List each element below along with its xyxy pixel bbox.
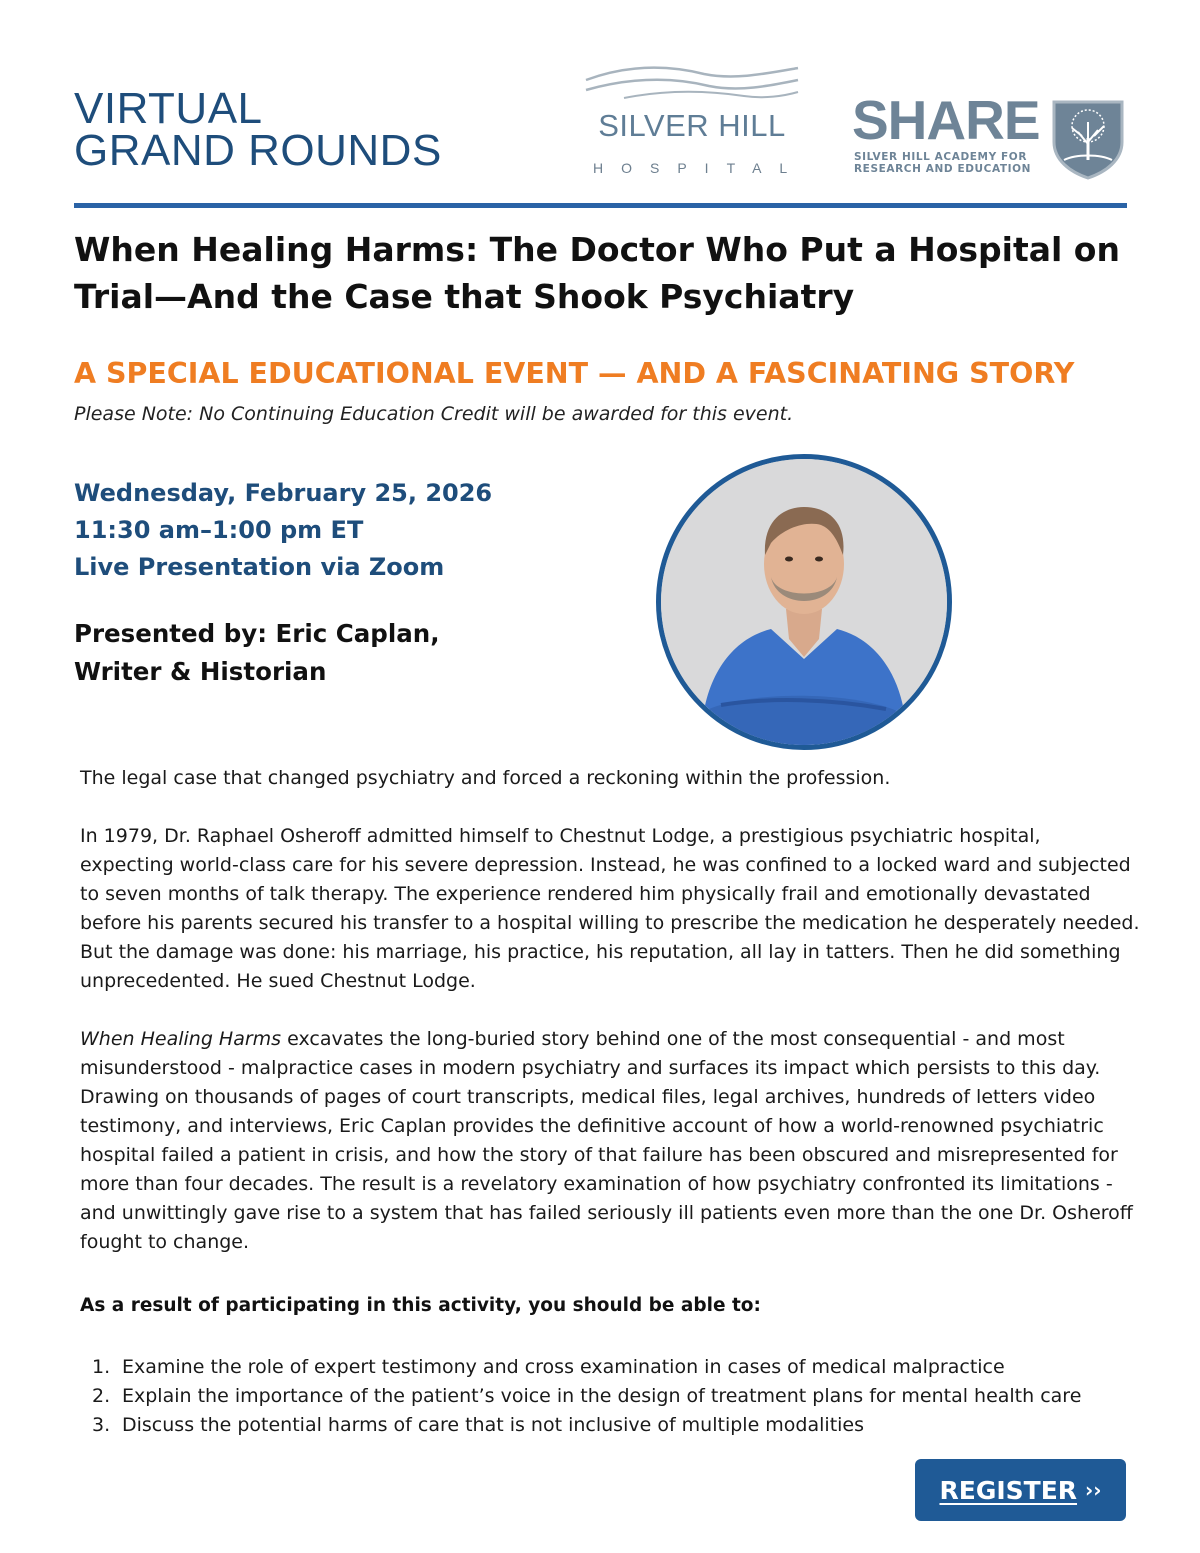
header-divider xyxy=(74,203,1127,208)
book-title: When Healing Harms xyxy=(80,1028,282,1050)
hospital-subtitle: HOSPITAL xyxy=(593,160,806,176)
list-item xyxy=(92,1411,1081,1440)
list-item-number: 2. xyxy=(92,1385,111,1407)
hills-icon xyxy=(584,60,804,110)
event-format: Live Presentation via Zoom xyxy=(74,553,445,581)
objectives-list xyxy=(92,1353,1081,1440)
presenter-role: Writer & Historian xyxy=(74,657,327,686)
credit-note: Please Note: No Continuing Education Credit will be awarded for this event. xyxy=(74,403,794,425)
description-paragraph-3-text: excavates the long-buried story behind one of the most consequential - and most misunderstood - malpractice cases in modern psychiatry and surfaces its impact which persists to this day. Drawing on thousands of pages of court transcripts, medical files, legal archives, hundreds of letters video testimony, and interviews, Eric Caplan provides the definitive account of how a world-renowned psychiatric hospital failed a patient in crisis, and how the story of that failure has been obscured and misrepresented for more than four decades. The result is a revelatory examination of how psychiatry confronted its limitations - and unwittingly gave rise to a system that has failed seriously ill patients even more than the one Dr. Osheroff fought to change. xyxy=(80,1028,1133,1253)
series-title xyxy=(74,84,442,175)
share-logo xyxy=(852,89,1132,180)
event-subtitle: A SPECIAL EDUCATIONAL EVENT — AND A FASCINATING STORY xyxy=(74,357,1075,390)
presenter-name: Presented by: Eric Caplan, xyxy=(74,619,440,648)
tree-shield-icon xyxy=(1050,98,1126,180)
list-item-number: 3. xyxy=(92,1414,111,1436)
share-tagline-line2: RESEARCH AND EDUCATION xyxy=(854,163,1032,175)
hospital-name: SILVER HILL xyxy=(598,108,786,143)
register-label: REGISTER xyxy=(939,1475,1078,1505)
series-title-line2: GRAND ROUNDS xyxy=(74,126,442,175)
silver-hill-hospital-logo xyxy=(584,60,804,180)
event-description xyxy=(80,764,1140,1286)
list-item xyxy=(92,1382,1081,1411)
event-details xyxy=(74,475,492,586)
presenter-photo xyxy=(656,454,952,750)
list-item xyxy=(92,1353,1081,1382)
list-item-text: Examine the role of expert testimony and cross examination in cases of medical malpractice xyxy=(122,1356,1005,1378)
presenter-info xyxy=(74,615,440,691)
share-tagline-line1: SILVER HILL ACADEMY FOR xyxy=(854,151,1028,163)
objectives-heading: As a result of participating in this activity, you should be able to: xyxy=(80,1295,761,1316)
list-item-number: 1. xyxy=(92,1356,111,1378)
description-paragraph-2: In 1979, Dr. Raphael Osheroff admitted himself to Chestnut Lodge, a prestigious psychiatric hospital, expecting world-class care for his severe depression. Instead, he was confined to a locked ward and subjected to seven months of talk therapy. The experience rendered him physically frail and emotionally devastated before his parents secured his transfer to a hospital willing to prescribe the medication he desperately needed. But the damage was done: his marriage, his practice, his reputation, all lay in tatters. Then he did something unprecedented. He sued Chestnut Lodge. xyxy=(80,825,1140,992)
chevron-right-icon: ›› xyxy=(1085,1478,1102,1502)
series-title-line1: VIRTUAL xyxy=(74,84,263,133)
list-item-text: Explain the importance of the patient’s voice in the design of treatment plans for mental health care xyxy=(122,1385,1082,1407)
list-item-text: Discuss the potential harms of care that is not inclusive of multiple modalities xyxy=(122,1414,865,1436)
share-wordmark: SHARE xyxy=(852,89,1040,151)
event-title: When Healing Harms: The Doctor Who Put a Hospital on Trial—And the Case that Shook Psychiatry xyxy=(74,230,1120,316)
event-time: 11:30 am–1:00 pm ET xyxy=(74,516,364,544)
register-button[interactable] xyxy=(915,1459,1126,1521)
description-lead: The legal case that changed psychiatry and forced a reckoning within the profession. xyxy=(80,767,891,789)
event-date: Wednesday, February 25, 2026 xyxy=(74,479,493,507)
description-paragraph-3 xyxy=(80,1025,1140,1257)
